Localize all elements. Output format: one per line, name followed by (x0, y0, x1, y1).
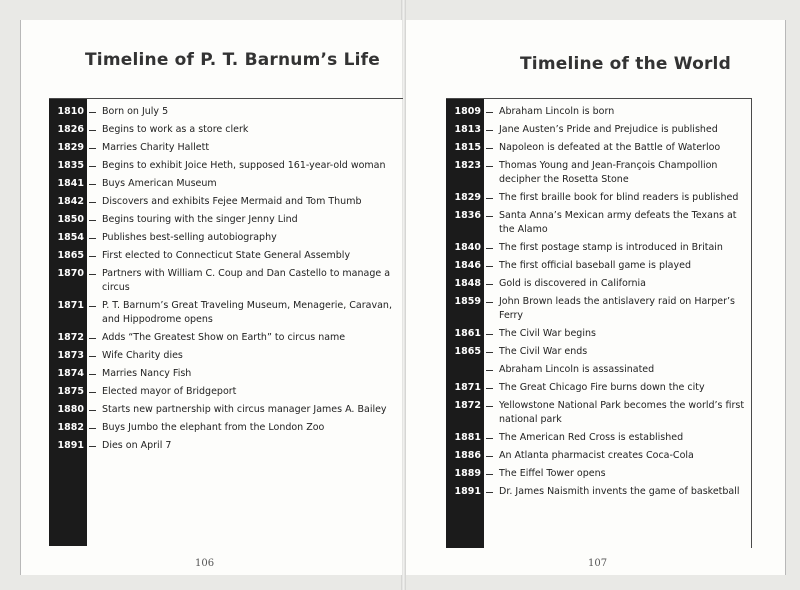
timeline-entry (446, 399, 751, 427)
timeline-entry (49, 195, 403, 209)
entry-text: Dr. James Naismith invents the game of basketball (499, 486, 740, 497)
entry-text: The first postage stamp is introduced in Britain (499, 242, 723, 253)
timeline-entry (446, 431, 751, 445)
entry-text: Thomas Young and Jean-François Champollion decipher the Rosetta Stone (499, 160, 718, 185)
timeline-entry (49, 267, 403, 295)
entry-dash (89, 410, 96, 411)
entry-text: The American Red Cross is established (499, 432, 684, 443)
entry-year: 1865 (454, 346, 481, 357)
entry-year: 1861 (454, 328, 481, 339)
entry-year: 1841 (57, 178, 84, 189)
entry-dash (89, 166, 96, 167)
entry-year: 1881 (454, 432, 481, 443)
entry-dash (89, 220, 96, 221)
timeline-entry (446, 295, 751, 323)
entry-text: Marries Nancy Fish (102, 368, 192, 379)
entry-text: Abraham Lincoln is assassinated (499, 364, 655, 375)
entry-year: 1846 (454, 260, 481, 271)
timeline-entry (446, 485, 751, 499)
timeline-entry (446, 241, 751, 255)
entry-text: Yellowstone National Park becomes the world’s first national park (499, 400, 745, 425)
timeline-panel (446, 98, 752, 548)
timeline-entry (49, 123, 403, 137)
entry-text: Discovers and exhibits Fejee Mermaid and Tom Thumb (102, 196, 362, 207)
entry-text: Jane Austen’s Pride and Prejudice is published (499, 124, 718, 135)
entry-text: Publishes best-selling autobiography (102, 232, 277, 243)
entry-year: 1810 (57, 106, 84, 117)
entry-text: John Brown leads the antislavery raid on Harper’s Ferry (499, 296, 735, 321)
entry-year: 1886 (454, 450, 481, 461)
entry-dash (89, 112, 96, 113)
entry-year: 1891 (57, 440, 84, 451)
timeline-panel (49, 98, 403, 546)
timeline-list (446, 105, 751, 503)
entry-text: Buys American Museum (102, 178, 217, 189)
entry-year: 1815 (454, 142, 481, 153)
entry-dash (486, 438, 493, 439)
entry-text: Abraham Lincoln is born (499, 106, 615, 117)
entry-year: 1889 (454, 468, 481, 479)
entry-dash (89, 338, 96, 339)
entry-text: First elected to Connecticut State General Assembly (102, 250, 351, 261)
timeline-entry (49, 385, 403, 399)
timeline-entry (49, 349, 403, 363)
timeline-entry (446, 209, 751, 237)
entry-text: The Civil War begins (499, 328, 596, 339)
entry-dash (486, 474, 493, 475)
entry-dash (486, 334, 493, 335)
entry-year: 1835 (57, 160, 84, 171)
timeline-entry (49, 141, 403, 155)
entry-year: 1823 (454, 160, 481, 171)
entry-year: 1826 (57, 124, 84, 135)
entry-dash (486, 112, 493, 113)
entry-dash (89, 274, 96, 275)
entry-dash (89, 256, 96, 257)
timeline-entry (446, 259, 751, 273)
entry-dash (89, 392, 96, 393)
timeline-entry (446, 159, 751, 187)
entry-text: Buys Jumbo the elephant from the London Zoo (102, 422, 325, 433)
entry-text: Elected mayor of Bridgeport (102, 386, 237, 397)
entry-dash (486, 198, 493, 199)
entry-year: 1848 (454, 278, 481, 289)
timeline-entry (49, 367, 403, 381)
entry-text: Begins to work as a store clerk (102, 124, 249, 135)
entry-year: 1829 (454, 192, 481, 203)
entry-year: 1875 (57, 386, 84, 397)
timeline-entry (49, 403, 403, 417)
entry-year: 1891 (454, 486, 481, 497)
entry-dash (486, 148, 493, 149)
entry-year: 1880 (57, 404, 84, 415)
entry-year: 1871 (57, 300, 84, 311)
entry-text: Santa Anna’s Mexican army defeats the Texans at the Alamo (499, 210, 737, 235)
entry-dash (89, 356, 96, 357)
timeline-entry (49, 159, 403, 173)
timeline-entry (446, 123, 751, 137)
entry-dash (486, 352, 493, 353)
entry-dash (89, 184, 96, 185)
entry-year: 1870 (57, 268, 84, 279)
entry-text: Dies on April 7 (102, 440, 172, 451)
entry-year: 1840 (454, 242, 481, 253)
page-title: Timeline of the World (520, 54, 731, 74)
timeline-list (49, 105, 403, 457)
entry-year: 1836 (454, 210, 481, 221)
timeline-entry (446, 381, 751, 395)
timeline-entry (446, 327, 751, 341)
entry-dash (486, 216, 493, 217)
entry-text: An Atlanta pharmacist creates Coca-Cola (499, 450, 694, 461)
timeline-entry (446, 191, 751, 205)
timeline-entry (49, 231, 403, 245)
timeline-entry (49, 177, 403, 191)
entry-dash (486, 248, 493, 249)
entry-dash (486, 130, 493, 131)
entry-dash (89, 130, 96, 131)
timeline-entry (446, 141, 751, 155)
right-page (406, 20, 786, 575)
timeline-entry (446, 449, 751, 463)
entry-dash (486, 266, 493, 267)
timeline-entry (49, 213, 403, 227)
entry-dash (89, 446, 96, 447)
entry-year: 1859 (454, 296, 481, 307)
entry-dash (89, 148, 96, 149)
entry-year: 1882 (57, 422, 84, 433)
page-number: 106 (195, 558, 215, 569)
entry-dash (486, 406, 493, 407)
entry-year: 1829 (57, 142, 84, 153)
timeline-entry (446, 277, 751, 291)
timeline-entry (49, 105, 403, 119)
entry-text: The first braille book for blind readers is published (499, 192, 739, 203)
entry-year: 1809 (454, 106, 481, 117)
entry-dash (486, 284, 493, 285)
entry-dash (89, 428, 96, 429)
entry-year: 1871 (454, 382, 481, 393)
entry-text: Marries Charity Hallett (102, 142, 210, 153)
entry-dash (486, 456, 493, 457)
entry-text: Begins touring with the singer Jenny Lind (102, 214, 298, 225)
page-number: 107 (588, 558, 608, 569)
entry-text: Napoleon is defeated at the Battle of Waterloo (499, 142, 721, 153)
entry-dash (486, 302, 493, 303)
timeline-entry (49, 299, 403, 327)
entry-dash (89, 374, 96, 375)
entry-year: 1872 (454, 400, 481, 411)
entry-text: Starts new partnership with circus manager James A. Bailey (102, 404, 387, 415)
entry-dash (486, 492, 493, 493)
entry-dash (486, 388, 493, 389)
entry-year: 1854 (57, 232, 84, 243)
entry-text: Born on July 5 (102, 106, 169, 117)
timeline-entry (446, 345, 751, 359)
entry-text: The Eiffel Tower opens (499, 468, 606, 479)
timeline-entry (446, 467, 751, 481)
page-title: Timeline of P. T. Barnum’s Life (85, 50, 380, 70)
entry-text: Wife Charity dies (102, 350, 183, 361)
entry-dash (89, 202, 96, 203)
left-page (20, 20, 402, 575)
timeline-entry (446, 105, 751, 119)
entry-year: 1850 (57, 214, 84, 225)
entry-text: Partners with William C. Coup and Dan Castello to manage a circus (102, 268, 391, 293)
entry-dash (89, 238, 96, 239)
entry-text: Adds “The Greatest Show on Earth” to circus name (102, 332, 346, 343)
entry-year: 1842 (57, 196, 84, 207)
entry-text: The Great Chicago Fire burns down the city (499, 382, 705, 393)
entry-dash (89, 306, 96, 307)
entry-year: 1873 (57, 350, 84, 361)
entry-dash (486, 370, 493, 371)
entry-year: 1874 (57, 368, 84, 379)
timeline-entry (446, 363, 751, 377)
entry-text: Begins to exhibit Joice Heth, supposed 161-year-old woman (102, 160, 386, 171)
timeline-entry (49, 331, 403, 345)
entry-year: 1872 (57, 332, 84, 343)
entry-text: The Civil War ends (499, 346, 588, 357)
entry-year: 1813 (454, 124, 481, 135)
entry-dash (486, 166, 493, 167)
entry-text: P. T. Barnum’s Great Traveling Museum, Menagerie, Caravan, and Hippodrome opens (102, 300, 392, 325)
entry-text: Gold is discovered in California (499, 278, 646, 289)
timeline-entry (49, 439, 403, 453)
timeline-entry (49, 249, 403, 263)
entry-text: The first official baseball game is played (499, 260, 691, 271)
timeline-entry (49, 421, 403, 435)
entry-year: 1865 (57, 250, 84, 261)
